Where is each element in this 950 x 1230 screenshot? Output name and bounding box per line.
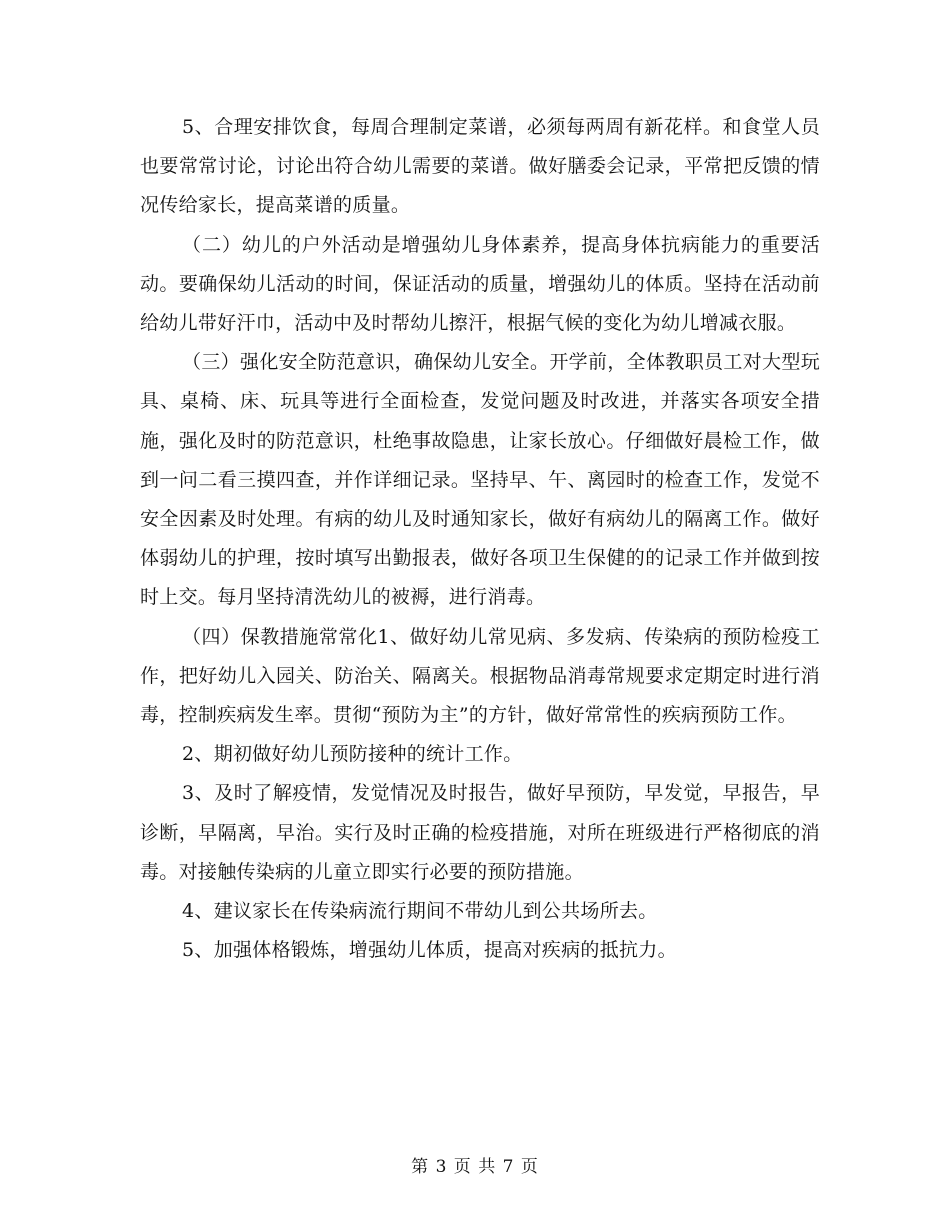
paragraph-safety: （三）强化安全防范意识，确保幼儿安全。开学前，全体教职员工对大型玩具、桌椅、床、玩具等进行全面检查，发觉问题及时改进，并落实各项安全措施，强化及时的防范意识，杜绝事故隐患，让家长放心。仔细做好晨检工作，做到一问二看三摸四查，并作详细记录。坚持早、午、离园时的检查工作，发觉不安全因素及时处理。有病的幼儿及时通知家长，做好有病幼儿的隔离工作。做好体弱幼儿的护理，按时填写出勤报表，做好各项卫生保健的的记录工作并做到按时上交。每月坚持清洗幼儿的被褥，进行消毒。 — [140, 351, 820, 609]
paragraph-public-places: 4、建议家长在传染病流行期间不带幼儿到公共场所去。 — [182, 900, 658, 923]
paragraph-epidemic: 3、及时了解疫情，发觉情况及时报告，做好早预防，早发觉，早报告，早诊断，早隔离，早治。实行及时正确的检疫措施，对所在班级进行严格彻底的消毒。对接触传染病的儿童立即实行必要的预防措施。 — [140, 782, 820, 883]
paragraph-diet: 5、合理安排饮食，每周合理制定菜谱，必须每两周有新花样。和食堂人员也要常常讨论，讨论出符合幼儿需要的菜谱。做好膳委会记录，平常把反馈的情况传给家长，提高菜谱的质量。 — [140, 116, 820, 217]
paragraph-outdoor-activity: （二）幼儿的户外活动是增强幼儿身体素养，提高身体抗病能力的重要活动。要确保幼儿活动的时间，保证活动的质量，增强幼儿的体质。坚持在活动前给幼儿带好汗巾，活动中及时帮幼儿擦汗，根据气候的变化为幼儿增减衣服。 — [140, 233, 820, 335]
paragraph-care-measures: （四）保教措施常常化1、做好幼儿常见病、多发病、传染病的预防检疫工作，把好幼儿入园关、防治关、隔离关。根据物品消毒常规要求定期定时进行消毒，控制疾病发生率。贯彻“预防为主”的方针，做好常常性的疾病预防工作。 — [140, 625, 820, 727]
paragraph-exercise: 5、加强体格锻炼，增强幼儿体质，提高对疾病的抵抗力。 — [182, 939, 677, 962]
document-body — [140, 108, 820, 970]
paragraph-vaccination: 2、期初做好幼儿预防接种的统计工作。 — [182, 743, 523, 766]
page-footer: 第 3 页 共 7 页 — [411, 1157, 539, 1177]
